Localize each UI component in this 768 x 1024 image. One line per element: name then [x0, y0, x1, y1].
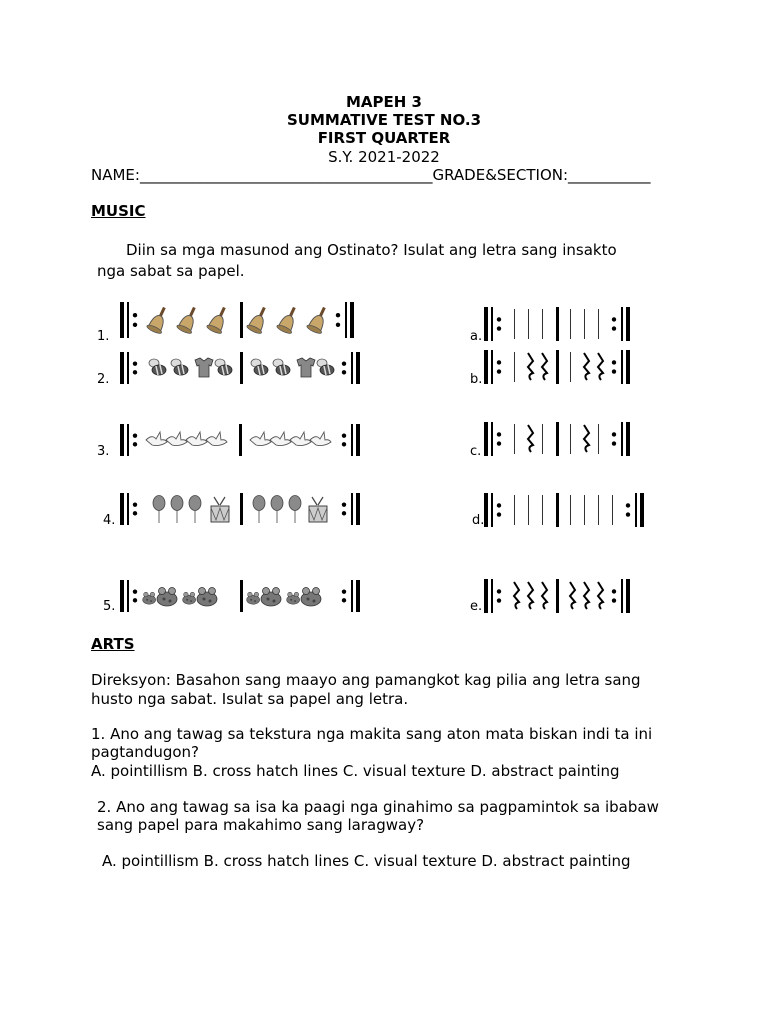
repeat-dot [133, 589, 137, 593]
repeat-end-thin-bar [351, 493, 353, 525]
arts-question-2-options: A. pointillism B. cross hatch lines C. visual texture D. abstract painting [102, 852, 631, 870]
quarter-rest-mark [584, 582, 589, 609]
quarter-rest-mark [528, 582, 533, 609]
repeat-start-thick-bar [484, 422, 488, 456]
bird-icon [166, 432, 187, 446]
ostinato-pattern-5 [118, 578, 368, 614]
arts-question-1-line-1: 1. Ano ang tawag sa tekstura nga makita sang aton mata biskan indi ta ini [91, 725, 653, 743]
quarter-rest-mark [542, 582, 547, 609]
rhythm-choice-c [482, 420, 657, 458]
choice-letter-d: d. [472, 513, 485, 528]
repeat-dot [342, 370, 346, 374]
bee-icon [317, 359, 334, 375]
frog-icon [261, 588, 281, 607]
quarter-rest-mark [598, 353, 603, 380]
repeat-dot [342, 361, 346, 365]
shirt-icon [297, 358, 315, 377]
measure-barline [556, 350, 559, 384]
quarter-title: FIRST QUARTER [317, 129, 451, 147]
bell-icon [276, 304, 302, 335]
quarter-rest-mark [598, 582, 603, 609]
repeat-dot [342, 511, 346, 515]
bird-icon [206, 432, 227, 446]
name-section-line [91, 166, 651, 184]
repeat-start-thick-bar [484, 579, 488, 613]
beat-stroke [514, 424, 515, 454]
bell-icon [206, 304, 232, 335]
beat-stroke [584, 495, 585, 525]
measure-barline [240, 493, 243, 525]
repeat-end-thick-bar [640, 493, 644, 527]
repeat-dot [342, 433, 346, 437]
balloon-icon [253, 496, 265, 524]
repeat-end-thick-bar [350, 302, 354, 338]
bee-icon [149, 359, 166, 375]
repeat-start-thick-bar [484, 493, 488, 527]
repeat-dot [342, 442, 346, 446]
repeat-dot [342, 598, 346, 602]
measure-barline [240, 580, 243, 612]
repeat-dot [497, 589, 501, 593]
bell-icon [176, 304, 202, 335]
quarter-rest-mark [514, 582, 519, 609]
item-number-1: 1. [97, 329, 110, 344]
repeat-dot [612, 317, 616, 321]
quarter-rest-mark [528, 425, 533, 452]
ostinato-pattern-1 [118, 300, 368, 340]
bee-icon [273, 359, 290, 375]
choice-letter-c: c. [470, 444, 482, 459]
repeat-end-thin-bar [351, 352, 353, 384]
repeat-start-thin-bar [491, 307, 493, 341]
repeat-dot [133, 361, 137, 365]
repeat-dot [612, 589, 616, 593]
repeat-start-thin-bar [491, 493, 493, 527]
beat-stroke [514, 309, 515, 339]
music-heading: MUSIC [91, 202, 146, 220]
repeat-start-thin-bar [491, 350, 493, 384]
repeat-end-thin-bar [351, 580, 353, 612]
beat-stroke [570, 424, 571, 454]
repeat-dot [497, 432, 501, 436]
item-number-4: 4. [103, 513, 116, 528]
frog-icon [183, 592, 196, 604]
arts-question-1-line-2: pagtandugon? [91, 743, 200, 761]
repeat-start-thin-bar [491, 422, 493, 456]
repeat-dot [612, 326, 616, 330]
arts-direction-line-1: Direksyon: Basahon sang maayo ang pamangkot kag pilia ang letra sang [91, 671, 641, 689]
repeat-end-thick-bar [356, 580, 360, 612]
name-label: NAME: [91, 166, 140, 184]
beat-stroke [542, 309, 543, 339]
beat-stroke [612, 495, 613, 525]
repeat-start-thick-bar [120, 580, 124, 612]
ostinato-pattern-2 [118, 350, 368, 386]
music-instruction-line-1: Diin sa mga masunod ang Ostinato? Isulat ang letra sang insakto [126, 241, 617, 259]
repeat-dot [133, 598, 137, 602]
repeat-end-thick-bar [626, 579, 630, 613]
repeat-dot [497, 512, 501, 516]
bee-icon [215, 359, 232, 375]
repeat-start-thick-bar [120, 352, 124, 384]
repeat-dot [612, 432, 616, 436]
repeat-start-thick-bar [120, 493, 124, 525]
rhythm-choice-a [482, 305, 657, 343]
ostinato-pattern-3 [118, 422, 368, 458]
beat-stroke [514, 495, 515, 525]
measure-barline [240, 302, 243, 338]
rhythm-choice-d [482, 491, 657, 529]
bee-icon [171, 359, 188, 375]
repeat-dot [497, 503, 501, 507]
quarter-rest-mark [584, 425, 589, 452]
repeat-end-thin-bar [635, 493, 637, 527]
repeat-dot [133, 370, 137, 374]
repeat-dot [133, 433, 137, 437]
repeat-end-thin-bar [621, 579, 623, 613]
balloon-icon [171, 496, 183, 524]
repeat-end-thick-bar [626, 422, 630, 456]
beat-stroke [570, 309, 571, 339]
repeat-start-thick-bar [484, 307, 488, 341]
beat-stroke [570, 495, 571, 525]
school-year: S.Y. 2021-2022 [328, 148, 440, 166]
item-number-2: 2. [97, 372, 110, 387]
measure-barline [556, 493, 559, 527]
balloon-icon [289, 496, 301, 524]
measure-barline [556, 422, 559, 456]
repeat-dot [612, 441, 616, 445]
beat-stroke [514, 352, 515, 382]
repeat-dot [133, 511, 137, 515]
repeat-dot [133, 502, 137, 506]
bird-icon [250, 432, 271, 446]
repeat-start-thin-bar [127, 352, 129, 384]
repeat-end-thick-bar [356, 424, 360, 456]
bird-icon [290, 432, 311, 446]
bell-icon [246, 304, 272, 335]
repeat-start-thin-bar [127, 493, 129, 525]
quarter-rest-mark [528, 353, 533, 380]
balloon-icon [153, 496, 165, 524]
repeat-end-thin-bar [621, 350, 623, 384]
repeat-dot [336, 323, 340, 327]
repeat-start-thin-bar [127, 424, 129, 456]
balloon-icon [189, 496, 201, 524]
bee-icon [251, 359, 268, 375]
repeat-start-thin-bar [127, 580, 129, 612]
measure-barline [556, 579, 559, 613]
rhythm-choice-b [482, 348, 657, 386]
bell-icon [306, 304, 332, 335]
choice-letter-e: e. [470, 599, 483, 614]
beat-stroke [598, 495, 599, 525]
beat-stroke [542, 495, 543, 525]
repeat-dot [133, 442, 137, 446]
test-title: SUMMATIVE TEST NO.3 [286, 111, 482, 129]
repeat-dot [612, 598, 616, 602]
repeat-dot [133, 323, 137, 327]
music-instruction-line-2: nga sabat sa papel. [97, 262, 245, 280]
repeat-dot [497, 598, 501, 602]
measure-barline [240, 352, 243, 384]
repeat-dot [342, 589, 346, 593]
repeat-dot [336, 313, 340, 317]
repeat-dot [497, 326, 501, 330]
bird-icon [186, 432, 207, 446]
repeat-start-thick-bar [120, 424, 124, 456]
repeat-dot [626, 503, 630, 507]
beat-stroke [528, 495, 529, 525]
drum-icon [211, 497, 229, 522]
arts-question-2-line-1: 2. Ano ang tawag sa isa ka paagi nga ginahimo sa pagpamintok sa ibabaw [97, 798, 659, 816]
repeat-end-thick-bar [626, 307, 630, 341]
frog-icon [143, 592, 156, 604]
bird-icon [310, 432, 331, 446]
balloon-icon [271, 496, 283, 524]
repeat-end-thin-bar [621, 307, 623, 341]
arts-question-2-line-2: sang papel para makahimo sang laragway? [97, 816, 425, 834]
subject-title: MAPEH 3 [346, 93, 422, 111]
item-number-5: 5. [103, 599, 116, 614]
choice-letter-a: a. [470, 329, 483, 344]
repeat-dot [612, 360, 616, 364]
frog-icon [287, 592, 300, 604]
repeat-dot [626, 512, 630, 516]
repeat-end-thin-bar [621, 422, 623, 456]
quarter-rest-mark [584, 353, 589, 380]
repeat-start-thin-bar [491, 579, 493, 613]
ostinato-pattern-4 [118, 491, 368, 527]
measure-barline [239, 424, 242, 456]
beat-stroke [598, 309, 599, 339]
beat-stroke [542, 424, 543, 454]
rhythm-choice-e [482, 577, 657, 615]
repeat-dot [342, 502, 346, 506]
quarter-rest-mark [570, 582, 575, 609]
beat-stroke [528, 309, 529, 339]
repeat-dot [133, 313, 137, 317]
drum-icon [309, 497, 327, 522]
measure-barline [556, 307, 559, 341]
arts-direction-line-2: husto nga sabat. Isulat sa papel ang letra. [91, 690, 409, 708]
repeat-dot [497, 369, 501, 373]
name-blank[interactable]: _______________________________________ [139, 166, 433, 184]
shirt-icon [195, 358, 213, 377]
frog-icon [197, 588, 217, 607]
quarter-rest-mark [542, 353, 547, 380]
repeat-dot [497, 360, 501, 364]
arts-question-1-options: A. pointillism B. cross hatch lines C. visual texture D. abstract painting [91, 762, 620, 780]
section-blank[interactable]: ___________ [568, 166, 651, 184]
repeat-dot [497, 317, 501, 321]
beat-stroke [584, 309, 585, 339]
frog-icon [247, 592, 260, 604]
beat-stroke [598, 424, 599, 454]
frog-icon [301, 588, 321, 607]
arts-heading: ARTS [91, 635, 135, 653]
repeat-end-thin-bar [345, 302, 347, 338]
repeat-end-thick-bar [356, 352, 360, 384]
bird-icon [270, 432, 291, 446]
repeat-start-thin-bar [127, 302, 129, 338]
beat-stroke [570, 352, 571, 382]
bird-icon [146, 432, 167, 446]
repeat-start-thick-bar [484, 350, 488, 384]
section-label: GRADE&SECTION: [432, 166, 569, 184]
bell-icon [146, 304, 172, 335]
item-number-3: 3. [97, 444, 110, 459]
repeat-end-thick-bar [356, 493, 360, 525]
repeat-end-thick-bar [626, 350, 630, 384]
repeat-dot [612, 369, 616, 373]
frog-icon [157, 588, 177, 607]
choice-letter-b: b. [470, 372, 483, 387]
repeat-end-thin-bar [351, 424, 353, 456]
repeat-dot [497, 441, 501, 445]
repeat-start-thick-bar [120, 302, 124, 338]
